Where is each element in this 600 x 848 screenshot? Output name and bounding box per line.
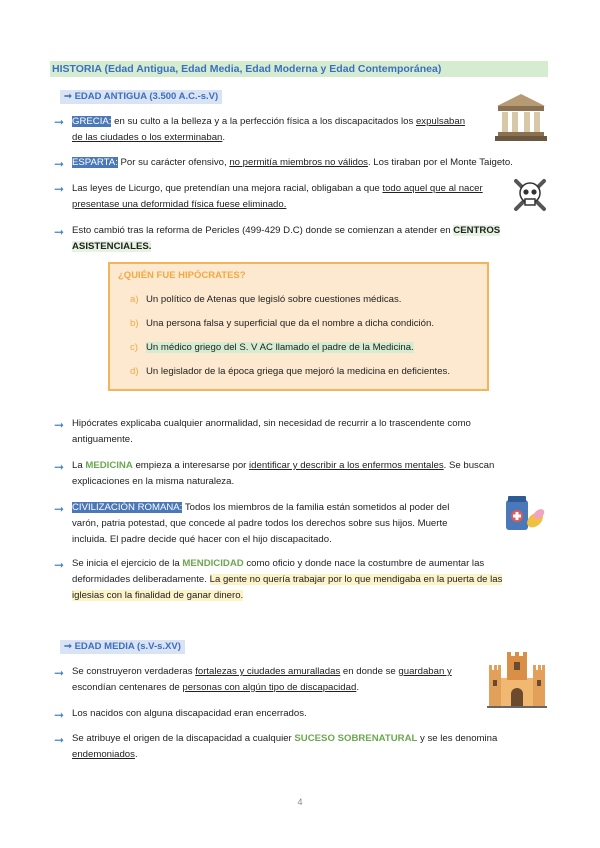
text: . bbox=[222, 132, 226, 143]
romana-paragraph bbox=[72, 500, 496, 548]
hipocrates-paragraph bbox=[72, 416, 548, 448]
bullet-arrow-icon: ➞ bbox=[54, 502, 65, 516]
page-title: HISTORIA (Edad Antigua, Edad Media, Edad Moderna y Edad Contemporánea) bbox=[50, 61, 548, 77]
text: escondían centenares de bbox=[72, 682, 183, 693]
bullet-arrow-icon: ➞ bbox=[54, 558, 65, 572]
text: y se les denomina bbox=[417, 733, 498, 744]
bullet-arrow-icon: ➞ bbox=[54, 418, 65, 432]
text: . bbox=[134, 749, 138, 760]
sobrenatural-paragraph bbox=[72, 731, 548, 763]
quiz-title: ¿QUIÉN FUE HIPÓCRATES? bbox=[118, 270, 246, 281]
text: Los nacidos con alguna discapacidad eran encerrados. bbox=[72, 708, 307, 719]
section-heading-edad-antigua: ➞ EDAD ANTIGUA (3.500 A.C.-s.V) bbox=[60, 90, 222, 104]
text: deformidades deliberadamente. bbox=[72, 574, 210, 585]
text-highlighted: ASISTENCIALES. bbox=[72, 241, 152, 252]
skull-crossbones-icon bbox=[512, 177, 548, 213]
text-underlined: de las ciudades o los exterminaban bbox=[72, 132, 223, 143]
text: Hipócrates explicaba cualquier anormalidad, sin necesidad de recurrir a lo trascendente como bbox=[72, 418, 471, 429]
mendicidad-paragraph bbox=[72, 556, 548, 604]
option-letter: a) bbox=[130, 294, 139, 305]
page-number: 4 bbox=[297, 797, 303, 807]
text: en donde se bbox=[340, 666, 399, 677]
fortalezas-paragraph bbox=[72, 664, 484, 696]
text-underlined: expulsaban bbox=[415, 116, 466, 127]
bullet-arrow-icon: ➞ bbox=[54, 157, 65, 171]
pericles-paragraph bbox=[72, 223, 548, 255]
grecia-paragraph bbox=[72, 114, 492, 146]
text: . bbox=[356, 682, 359, 693]
grecia-label: GRECIA: bbox=[72, 116, 112, 127]
medicina-paragraph bbox=[72, 458, 548, 490]
quiz-option-d[interactable] bbox=[130, 366, 450, 377]
text-underlined: fortalezas y ciudades amuralladas bbox=[195, 666, 341, 677]
bullet-arrow-icon: ➞ bbox=[54, 182, 65, 196]
option-text: Un legislador de la época griega que mejoró la medicina en deficientes. bbox=[146, 366, 450, 377]
text: Se construyeron verdaderas bbox=[72, 666, 196, 677]
text-highlighted: iglesias con la finalidad de ganar dinero. bbox=[72, 590, 244, 601]
text-underlined: personas con algún tipo de discapacidad bbox=[182, 682, 357, 693]
text-green: SUCESO SOBRENATURAL bbox=[294, 733, 418, 744]
option-letter: d) bbox=[130, 366, 139, 377]
text: varón, patria potestad, que concede al padre todos los derechos sobre sus hijos. Muerte bbox=[72, 518, 448, 529]
quiz-box bbox=[108, 262, 489, 391]
text-underlined: guardaban y bbox=[398, 666, 452, 677]
esparta-label: ESPARTA: bbox=[72, 157, 118, 168]
bullet-arrow-icon: ➞ bbox=[54, 666, 65, 680]
text: antiguamente. bbox=[72, 434, 133, 445]
text: en su culto a la belleza y a la perfección física a los discapacitados los bbox=[111, 116, 416, 127]
text: empieza a interesarse por bbox=[132, 460, 250, 471]
text: La bbox=[72, 460, 86, 471]
bullet-arrow-icon: ➞ bbox=[54, 733, 65, 747]
option-text: Un médico griego del S. V AC llamado el padre de la Medicina. bbox=[146, 342, 414, 353]
option-text: Una persona falsa y superficial que da el nombre a dicha condición. bbox=[146, 318, 434, 329]
text-highlighted: CENTROS bbox=[453, 225, 501, 236]
option-text: Un político de Atenas que legisló sobre cuestiones médicas. bbox=[146, 294, 402, 305]
text-highlighted: La gente no quería trabajar por lo que mendigaba en la puerta de las bbox=[209, 574, 503, 585]
text-green: MEDICINA bbox=[85, 460, 133, 471]
text: Se inicia el ejercicio de la bbox=[72, 558, 183, 569]
quiz-option-c[interactable] bbox=[130, 342, 414, 353]
text-green: MENDICIDAD bbox=[182, 558, 244, 569]
bullet-arrow-icon: ➞ bbox=[54, 460, 65, 474]
text: Por su carácter ofensivo, bbox=[117, 157, 230, 168]
text: Se atribuye el origen de la discapacidad a cualquier bbox=[72, 733, 295, 744]
text: Las leyes de Licurgo, que pretendían una mejora racial, obligaban a que bbox=[72, 183, 383, 194]
text-underlined: no permitía miembros no válidos bbox=[229, 157, 368, 168]
quiz-option-a[interactable] bbox=[130, 294, 401, 305]
bullet-arrow-icon: ➞ bbox=[54, 115, 65, 129]
text: incluida. El padre decide qué hacer con el hijo discapacitado. bbox=[72, 534, 332, 545]
nacidos-paragraph bbox=[72, 706, 492, 722]
text-underlined: identificar y describir a los enfermos mentales bbox=[249, 460, 444, 471]
option-letter: c) bbox=[130, 342, 138, 353]
romana-label: CIVILIZACIÓN ROMANA: bbox=[72, 502, 183, 513]
esparta-paragraph bbox=[72, 155, 552, 171]
text: como oficio y donde nace la costumbre de aumentar las bbox=[243, 558, 485, 569]
castle-icon bbox=[487, 650, 547, 708]
bullet-arrow-icon: ➞ bbox=[54, 708, 65, 722]
text: Todos los miembros de la familia están sometidos al poder del bbox=[182, 502, 450, 513]
temple-icon bbox=[495, 92, 547, 142]
text-underlined: endemoniados bbox=[72, 749, 135, 760]
bullet-arrow-icon: ➞ bbox=[54, 225, 65, 239]
quiz-option-b[interactable] bbox=[130, 318, 434, 329]
text-underlined: presentase una deformidad física fuese eliminado. bbox=[72, 199, 287, 210]
option-letter: b) bbox=[130, 318, 139, 329]
licurgo-paragraph bbox=[72, 181, 512, 213]
text-underlined: todo aquel que al nacer bbox=[382, 183, 483, 194]
text: . Los tiraban por el Monte Taigeto. bbox=[367, 157, 513, 168]
section-heading-edad-media: ➞ EDAD MEDIA (s.V-s.XV) bbox=[60, 640, 185, 654]
text: . Se buscan bbox=[443, 460, 495, 471]
text: explicaciones en la misma naturaleza. bbox=[72, 476, 235, 487]
medicine-icon bbox=[502, 494, 548, 534]
text: Esto cambió tras la reforma de Pericles (499-429 D.C) donde se comienzan a atender en bbox=[72, 225, 454, 236]
